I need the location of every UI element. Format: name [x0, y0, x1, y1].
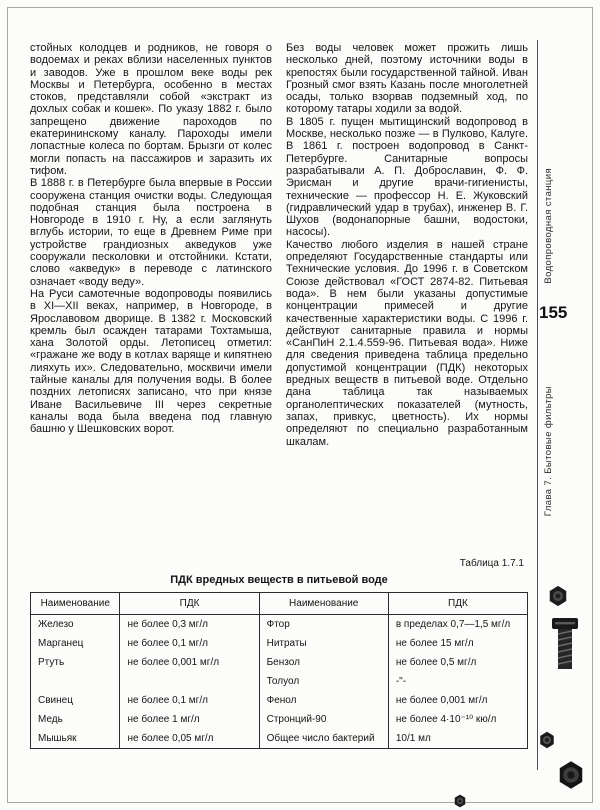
table-cell	[31, 672, 120, 691]
bolt-nut-icon	[538, 731, 556, 749]
table-cell	[120, 672, 259, 691]
table-cell: Марганец	[31, 634, 120, 653]
table-cell: не более 0,3 мг/л	[120, 615, 259, 635]
table-cell: не более 0,001 мг/л	[388, 691, 527, 710]
body-paragraph: В 1805 г. пущен мытищинский водопровод в Москве, несколько позже — в Пулково, Калуге. В 1861 г. построен водопровод в Санкт-Петербурге. Санитарные вопросы разрабатывали А. П. Доброславин, Ф. Ф. Эрисман и другие врачи-гигиенисты, технические — профессор Н. Е. Жуковский (гидравлический удар в трубах), инженер В. Г. Шухов (водонапорные башни, водостоки, насосы).	[286, 115, 528, 239]
table-row	[31, 691, 528, 710]
table-header-cell: ПДК	[120, 593, 259, 615]
table-cell: не более 15 мг/л	[388, 634, 527, 653]
table-title: ПДК вредных веществ в питьевой воде	[170, 574, 388, 586]
bolt-nut-icon	[453, 794, 467, 808]
body-paragraph: Без воды человек может прожить лишь несколько дней, поэтому источники воды в крепостях были государственной тайной. Иван Грозный смог взять Казань после многолетней осады, только взорвав подземный ход, по которому татары ходили за водой.	[286, 42, 528, 116]
table-header-row	[31, 593, 528, 615]
table-header-cell: Наименование	[259, 593, 388, 615]
table-cell: 10/1 мл	[388, 729, 527, 749]
table-cell: Стронций-90	[259, 710, 388, 729]
pdk-table	[30, 592, 528, 749]
table-cell: Свинец	[31, 691, 120, 710]
hex-bolt-icon	[556, 760, 586, 790]
left-text-column	[30, 42, 272, 436]
table-cell: Железо	[31, 615, 120, 635]
table-cell: Нитраты	[259, 634, 388, 653]
sidebar-chapter-label: Глава 7. Бытовые фильтры	[543, 386, 554, 517]
text-columns	[30, 42, 528, 558]
body-paragraph: Качество любого изделия в нашей стране определяют Государственные стандарты или Технические условия. До 1996 г. в Советском Союзе действовал «ГОСТ 2874-82. Питьевая вода». В нем были указаны допустимые концентрации примесей и другие качественные характеристики воды. С 1996 г. действуют санитарные правила и нормы «СанПиН 2.1.4.559-96. Питьевая вода». Ниже для сведения приведена таблица предельно допустимой концентрации (ПДК) некоторых вредных веществ в питьевой воде. Отдельно дана таблица так называемых органолептических показателей (мутность, запах, привкус, цветность). Их нормы определяют по специально разработанным шкалам.	[286, 238, 528, 448]
table-header-cell: Наименование	[31, 593, 120, 615]
sidebar-divider-line	[537, 40, 538, 770]
right-text-column	[286, 42, 528, 448]
table-row	[31, 653, 528, 672]
table-row	[31, 710, 528, 729]
table-cell: не более 0,5 мг/л	[388, 653, 527, 672]
screw-icon	[549, 617, 581, 671]
table-cell: не более 0,1 мг/л	[120, 691, 259, 710]
table-cell: Фенол	[259, 691, 388, 710]
table-cell: не более 0,1 мг/л	[120, 634, 259, 653]
bolt-nut-icon	[547, 585, 569, 607]
body-paragraph: На Руси самотечные водопроводы появились в XI—XII веках, например, в Новгороде, в Ярославовом дворище. В 1382 г. Московский кремль был осажден татарами Тохтамыша, хана Золотой орды. Летописец отметил: «гражане же воду в котлах варяще и кипятнею лияхуть их». Следовательно, москвичи имели тайные каналы для получения воды. В более поздних летописях записано, что при князе Иване Васильевиче III через секретные каналы вода была введена под главную башню у Шешковских ворот.	[30, 287, 272, 436]
sidebar-section-label: Водопроводная станция	[543, 168, 554, 284]
page-number: 155	[539, 303, 568, 322]
table-cell: Мышьяк	[31, 729, 120, 749]
table-cell: не более 4·10⁻¹⁰ кю/л	[388, 710, 527, 729]
table-cell: Бензол	[259, 653, 388, 672]
table-row	[31, 672, 528, 691]
table-cell: Общее число бактерий	[259, 729, 388, 749]
table-cell: не более 0,05 мг/л	[120, 729, 259, 749]
table-cell: не более 0,001 мг/л	[120, 653, 259, 672]
table-cell: Медь	[31, 710, 120, 729]
main-content	[30, 42, 528, 749]
table-cell: не более 1 мг/л	[120, 710, 259, 729]
table-cell: в пределах 0,7—1,5 мг/л	[388, 615, 527, 635]
body-paragraph: стойных колодцев и родников, не говоря о водоемах и реках вблизи населенных пунктов и заводов. Уже в прошлом веке воды рек Москвы и Петербурга, особенно в местах стоков, представляли собой «экстракт из дохлых собак и кошек». По указу 1882 г. было запрещено движение пароходов по екатерининскому каналу. Пароходы имели лопастные колеса по бортам. Брызги от колес могли попасть на пассажиров и заразить их тифом.	[30, 42, 272, 177]
table-cell: Толуол	[259, 672, 388, 691]
table-row	[31, 729, 528, 749]
body-paragraph: В 1888 г. в Петербурге была впервые в России сооружена станция очистки воды. Следующая подобная станция была построена в Новгороде в 1910 г. Ну, а если заглянуть вглубь истории, то еще в Древнем Риме при устройстве грандиозных акведуков уже сооружали песколовки и отстойники. Кстати, слово «акведук» в переводе с латинского означает «воду веду».	[30, 177, 272, 288]
table-cell: Ртуть	[31, 653, 120, 672]
table-header-cell: ПДК	[388, 593, 527, 615]
table-caption: Таблица 1.7.1	[459, 558, 524, 569]
table-row	[31, 615, 528, 635]
table-cell: -"-	[388, 672, 527, 691]
table-row	[31, 634, 528, 653]
table-cell: Фтор	[259, 615, 388, 635]
